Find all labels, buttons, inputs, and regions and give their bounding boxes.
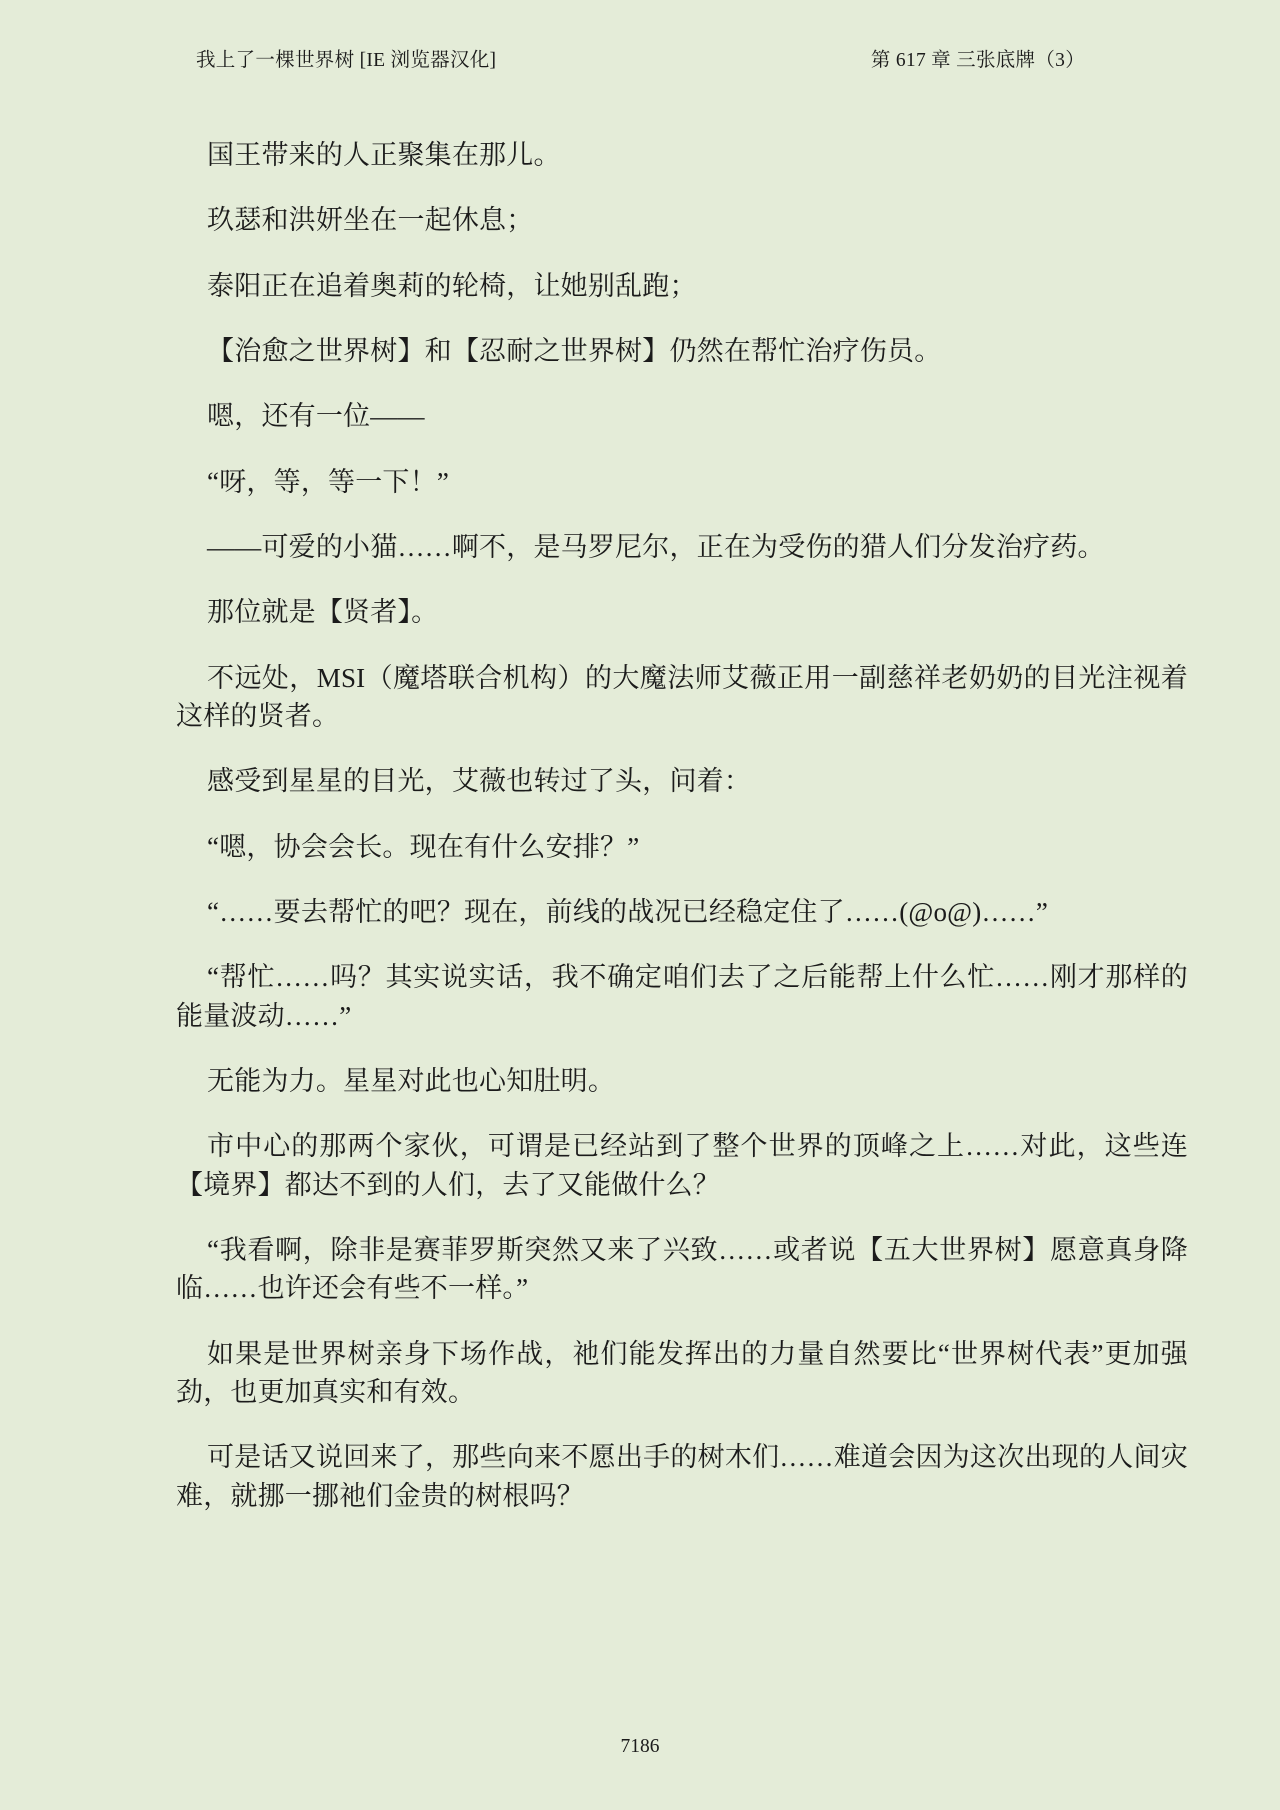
paragraph: 那位就是【贤者】。 [207,597,439,628]
paragraph: “……要去帮忙的吧？现在，前线的战况已经稳定住了……(@o@)……” [207,896,1049,927]
paragraph: 可是话又说回来了，那些向来不愿出手的树木们……难道会因为这次出现的人间灾难，就挪一挪祂们金贵的树根吗？ [176,1442,1188,1511]
paragraph: 玖瑟和洪妍坐在一起休息； [207,205,534,236]
paragraph: “呀，等，等一下！” [207,466,450,497]
paragraph: 国王带来的人正聚集在那儿。 [207,140,561,170]
page-number: 7186 [620,1736,660,1757]
page-header [0,46,1280,76]
header-book-title: 我上了一棵世界树 [IE 浏览器汉化] [196,50,497,71]
paragraph: “嗯，协会会长。现在有什么安排？” [207,831,640,862]
page-footer [0,1736,1280,1758]
paragraph: “帮忙……吗？其实说实话，我不确定咱们去了之后能帮上什么忙……刚才那样的能量波动……” [176,962,1188,1031]
paragraph: 市中心的那两个家伙，可谓是已经站到了整个世界的顶峰之上……对此，这些连【境界】都达不到的人们，去了又能做什么？ [176,1131,1188,1200]
paragraph: “我看啊，除非是赛菲罗斯突然又来了兴致……或者说【五大世界树】愿意真身降临……也许还会有些不一样。” [176,1234,1188,1304]
paragraph: 如果是世界树亲身下场作战，祂们能发挥出的力量自然要比“世界树代表”更加强劲，也更加真实和有效。 [176,1338,1188,1407]
paragraph: 嗯，还有一位—— [207,401,425,432]
paragraph: 感受到星星的目光，艾薇也转过了头，问着： [207,766,752,797]
paragraph: 无能为力。星星对此也心知肚明。 [207,1065,616,1096]
paragraph: 【治愈之世界树】和【忍耐之世界树】仍然在帮忙治疗伤员。 [207,335,942,366]
header-chapter-title: 第 617 章 三张底牌（3） [870,50,1085,71]
paragraph: 泰阳正在追着奥莉的轮椅，让她别乱跑； [207,270,697,301]
page-body [176,136,1188,1515]
paragraph: ——可爱的小猫……啊不，是马罗尼尔，正在为受伤的猎人们分发治疗药。 [207,531,1105,562]
paragraph: 不远处，MSI（魔塔联合机构）的大魔法师艾薇正用一副慈祥老奶奶的目光注视着这样的贤者。 [176,662,1188,731]
